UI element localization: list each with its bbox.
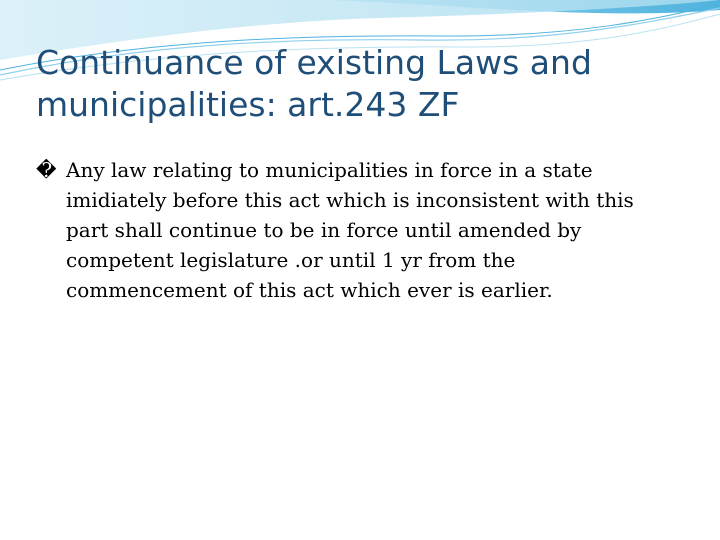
slide-body — [36, 155, 676, 305]
bullet-text: Any law relating to municipalities in force in a state imidiately before this act which is inconsistent with this part shall continue to be in force until amended by competent legislature .or until 1 yr from the commencement of this act which ever is earlier. — [66, 158, 634, 302]
bullet-icon: � — [36, 158, 57, 182]
slide-title: Continuance of existing Laws and municipalities: art.243 ZF — [36, 43, 592, 124]
bullet-item — [36, 155, 676, 305]
